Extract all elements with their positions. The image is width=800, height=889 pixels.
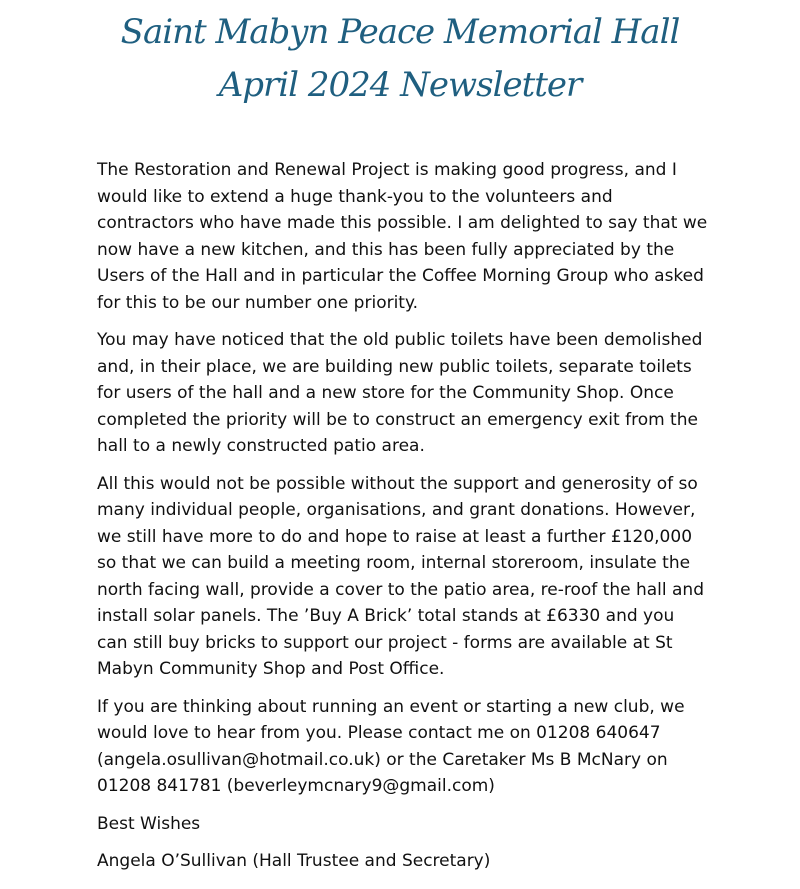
paragraph-toilets-construction: You may have noticed that the old public toilets have been demolished and, in their place, we are building new public toilets, separate toilets for users of the hall and a new store for the Community Shop. Once completed the priority will be to construct an emergency exit from the hall to a newly constructed patio area. <box>97 330 703 456</box>
newsletter-date-title: April 2024 Newsletter <box>218 65 582 105</box>
closing-line: Best Wishes <box>97 813 201 834</box>
paragraph-contact-info: If you are thinking about running an event or starting a new club, we would love to hear from you. Please contact me on 01208 640647 (angela.osullivan@hotmail.co.uk) or the Caretaker Ms B McNary on 01208 841781 (beverleymcnary9@gmail.com) <box>97 696 685 796</box>
newsletter-header <box>0 6 800 112</box>
newsletter-body <box>97 157 709 886</box>
paragraph-fundraising: All this would not be possible without the support and generosity of so many individual people, organisations, and grant donations. However, we still have more to do and hope to raise at least a further £120,000 so that we can build a meeting room, internal storeroom, insulate the north facing wall, provide a cover to the patio area, re-roof the hall and install solar panels. The ’Buy A Brick’ total stands at £6330 and you can still buy bricks to support our project - forms are available at St Mabyn Community Shop and Post Office. <box>97 473 704 679</box>
hall-name-title: Saint Mabyn Peace Memorial Hall <box>120 12 680 52</box>
signature-line: Angela O’Sullivan (Hall Trustee and Secretary) <box>97 851 491 871</box>
paragraph-restoration-progress: The Restoration and Renewal Project is making good progress, and I would like to extend a huge thank-you to the volunteers and contractors who have made this possible. I am delighted to say that we now have a new kitchen, and this has been fully appreciated by the Users of the Hall and in particular the Coffee Morning Group who asked for this to be our number one priority. <box>97 160 708 313</box>
